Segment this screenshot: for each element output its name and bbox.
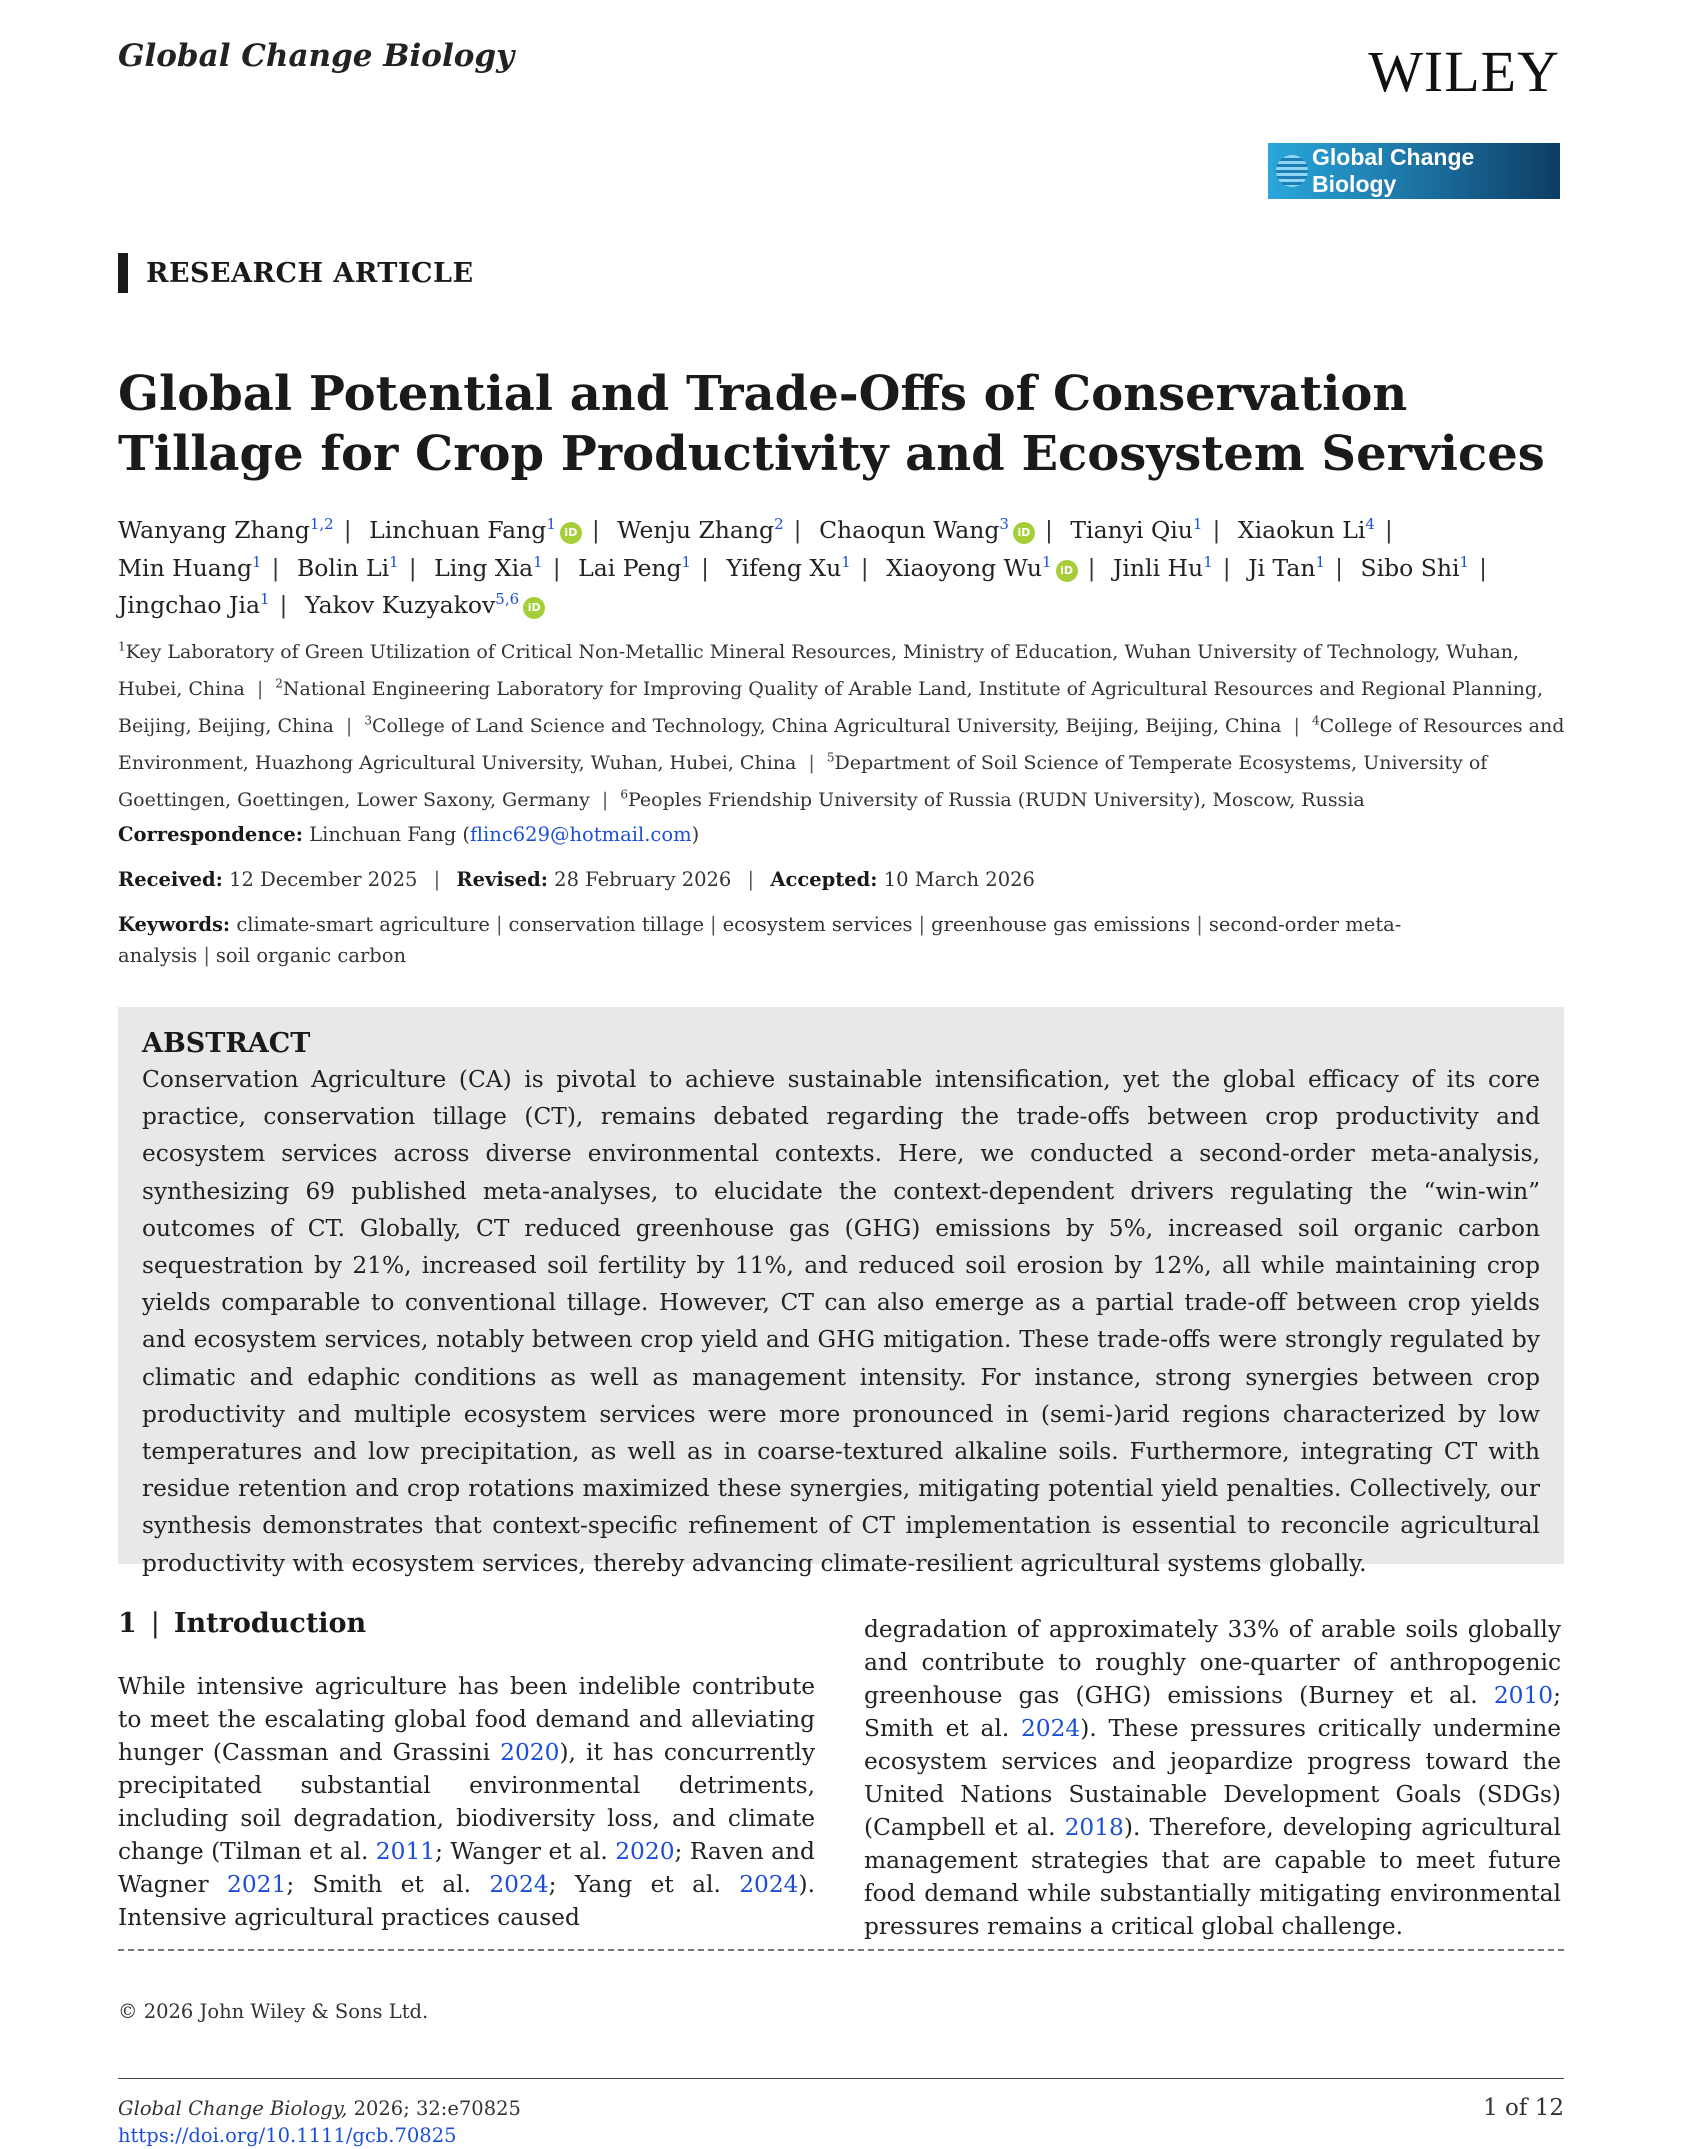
keyword-separator: | <box>1196 913 1203 936</box>
author-name[interactable]: Chaoqun Wang$^3$ iD <box>819 516 1035 544</box>
journal-badge-text: Global Change Biology <box>1312 144 1475 197</box>
intro-column-left <box>118 1606 815 1934</box>
journal-badge[interactable] <box>1268 143 1560 199</box>
orcid-icon[interactable]: iD <box>560 522 582 544</box>
author-affiliation-mark: 1 <box>546 515 556 533</box>
author-name[interactable]: Jingchao Jia$^1$ <box>118 590 270 620</box>
keywords-label: Keywords: <box>118 913 231 936</box>
affiliation-item: $^3$College of Land Science and Technology, China Agricultural University, Beijing, Beijing, China <box>364 713 1282 737</box>
affiliation-separator: | <box>802 751 821 774</box>
article-dates: Received: 12 December 2025 | Revised: 28 February 2026 | Accepted: 10 March 2026 <box>118 868 1035 891</box>
affiliation-item: $^6$Peoples Friendship University of Russia (RUDN University), Moscow, Russia <box>620 787 1365 811</box>
author-affiliation-mark: 1 <box>252 552 262 571</box>
author-affiliation-mark: 1 <box>841 552 851 571</box>
correspondence-label: Correspondence: <box>118 823 303 846</box>
keyword[interactable]: soil organic carbon <box>215 944 407 967</box>
correspondence-name: Linchuan Fang <box>309 823 457 846</box>
abstract-text: Conservation Agriculture (CA) is pivotal to achieve sustainable intensification, yet the global efficacy of its core practice, conservation tillage (CT), remains debated regarding the trade-offs between crop productivity and ecosystem services across diverse environmental contexts. Here, we conducted a second-order meta-analysis, synthesizing 69 published meta-analyses, to elucidate the context-dependent drivers regulating the “win-win” outcomes of CT. Globally, CT reduced greenhouse gas (GHG) emissions by 5%, increased soil organic carbon sequestration by 21%, increased soil fertility by 11%, and reduced soil erosion by 12%, all while maintaining crop yields comparable to conventional tillage. However, CT can also emerge as a partial trade-off between crop yields and ecosystem services, notably between crop yield and GHG mitigation. These trade-offs were strongly regulated by climatic and edaphic conditions as well as management intensity. For instance, strong synergies between crop productivity and multiple ecosystem services were more pronounced in (semi-)arid regions characterized by low temperatures and low precipitation, as well as in coarse-textured alkaline soils. Furthermore, integrating CT with residue retention and crop rotations maximized these synergies, mitigating potential yield penalties. Collectively, our synthesis demonstrates that context-specific refinement of CT implementation is essential to reconcile agricultural productivity with ecosystem services, thereby advancing climate-resilient agricultural systems globally. <box>142 1066 1540 1577</box>
footnote-divider <box>118 1949 1564 1951</box>
author-affiliation-mark: 1 <box>389 552 399 571</box>
author-name[interactable]: Tianyi Qiu$^1$ <box>1070 515 1203 544</box>
paragraph-text: ; Yang et al. <box>548 1871 740 1898</box>
orcid-icon[interactable]: iD <box>1056 560 1078 582</box>
author-name[interactable]: Wenju Zhang$^2$ <box>617 515 784 544</box>
section-number: 1 <box>118 1608 137 1639</box>
author-name[interactable]: Yifeng Xu$^1$ <box>726 552 851 582</box>
received-date: 12 December 2025 <box>229 868 418 891</box>
citation-link[interactable]: 2024 <box>739 1871 799 1898</box>
author-affiliation-mark: 1,2 <box>309 515 334 533</box>
keyword[interactable]: conservation tillage <box>508 913 705 936</box>
affiliation-number: 6 <box>620 787 628 802</box>
footer-journal: Global Change Biology, <box>118 2097 348 2120</box>
author-name[interactable]: Linchuan Fang$^1$ iD <box>369 516 582 544</box>
paragraph-text: ), it has concurrently precipitated substantial environmental detriments, including soil degradation, biodiversity loss, and climate change (Tilman et al. <box>118 1739 816 1865</box>
orcid-icon[interactable]: iD <box>1013 522 1035 544</box>
author-separator: | <box>1479 553 1487 582</box>
affiliation-separator: | <box>250 678 270 701</box>
affiliation-item: $^4$College of Resources and Environment, Huazhong Agricultural University, Wuhan, Hubei, China <box>118 713 1565 774</box>
citation-link[interactable]: 2010 <box>1493 1682 1554 1709</box>
author-separator: | <box>1044 515 1053 544</box>
author-separator: | <box>1335 553 1344 582</box>
keyword-separator: | <box>710 913 717 936</box>
author-name[interactable]: Lai Peng$^1$ <box>578 552 692 582</box>
section-heading-introduction: 1 | Introduction <box>118 1608 367 1639</box>
paragraph-text: ; Raven and Wagner <box>118 1838 815 1898</box>
author-separator: | <box>408 553 417 582</box>
doi-link[interactable]: https://doi.org/10.1111/gcb.70825 <box>118 2124 457 2147</box>
paragraph-text: ). Therefore, developing agricultural management strategies that are capable to meet future food demand while substantially mitigating environmental pressures remains a critical global challenge. <box>864 1814 1561 1940</box>
orcid-icon[interactable]: iD <box>523 597 545 619</box>
journal-globe-icon <box>1276 155 1308 187</box>
affiliation-number: 3 <box>364 713 372 728</box>
correspondence-email-link[interactable]: flinc629@hotmail.com <box>470 823 692 846</box>
affiliation-separator: | <box>339 714 359 737</box>
author-separator: | <box>552 553 561 582</box>
author-separator: | <box>279 591 288 620</box>
author-separator: | <box>271 553 280 582</box>
author-separator: | <box>591 515 600 544</box>
author-affiliation-mark: 3 <box>999 515 1009 533</box>
author-name[interactable]: Min Huang$^1$ <box>118 552 262 582</box>
section-title: Introduction <box>173 1608 367 1639</box>
paragraph-text: ; Wanger et al. <box>435 1838 616 1865</box>
author-affiliation-mark: 2 <box>774 515 784 533</box>
author-separator: | <box>860 553 869 582</box>
author-separator: | <box>1384 515 1393 544</box>
author-separator: | <box>1222 553 1231 582</box>
citation-link[interactable]: 2020 <box>500 1739 560 1766</box>
author-affiliation-mark: 5,6 <box>495 590 520 609</box>
author-affiliation-mark: 1 <box>681 552 692 571</box>
author-affiliation-mark: 1 <box>1459 552 1470 571</box>
affiliation-separator: | <box>1287 714 1306 737</box>
keyword-separator: | <box>495 913 503 936</box>
intro-column-right <box>864 1613 1561 1943</box>
author-separator: | <box>343 515 352 544</box>
author-name[interactable]: Ji Tan$^1$ <box>1248 552 1326 582</box>
author-name[interactable]: Bolin Li$^1$ <box>296 552 399 582</box>
affiliation-number: 1 <box>118 640 126 654</box>
author-name[interactable]: Jinli Hu$^1$ <box>1112 552 1213 582</box>
author-affiliation-mark: 1 <box>533 552 543 571</box>
keyword-separator: | <box>203 944 210 967</box>
author-name[interactable]: Xiaokun Li$^4$ <box>1237 515 1375 544</box>
author-affiliation-mark: 1 <box>1203 552 1213 571</box>
author-name[interactable]: Xiaoyong Wu$^1$ iD <box>886 554 1077 582</box>
citation-link[interactable]: 2021 <box>227 1871 287 1898</box>
affiliation-number: 2 <box>275 676 283 691</box>
keyword[interactable]: climate-smart agriculture <box>236 913 490 936</box>
citation-link[interactable]: 2011 <box>375 1838 436 1865</box>
copyright: © 2026 John Wiley & Sons Ltd. <box>118 2000 429 2023</box>
footer-citation <box>118 2095 521 2149</box>
author-affiliation-mark: 1 <box>1042 552 1052 571</box>
correspondence: Correspondence: Linchuan Fang (flinc629@hotmail.com) <box>118 823 700 846</box>
author-separator: | <box>1087 553 1096 582</box>
citation-link[interactable]: 2018 <box>1064 1814 1124 1841</box>
author-affiliation-mark: 4 <box>1365 515 1375 533</box>
author-affiliation-mark: 1 <box>1192 515 1203 533</box>
affiliation-separator: | <box>595 788 615 811</box>
publisher-logo: WILEY <box>1368 39 1560 104</box>
keyword[interactable]: greenhouse gas emissions <box>931 913 1191 936</box>
affiliation-number: 4 <box>1311 713 1320 728</box>
keyword[interactable]: second-order meta-analysis <box>118 913 1402 967</box>
article-title: Global Potential and Trade-Offs of Conservation Tillage for Crop Productivity and Ecosystem Services <box>118 366 1545 482</box>
affiliation-item: $^1$Key Laboratory of Green Utilization of Critical Non-Metallic Mineral Resources, Ministry of Education, Wuhan University of Technology, Wuhan, Hubei, China <box>118 640 1520 701</box>
author-affiliation-mark: 1 <box>260 590 270 609</box>
paragraph-text: ; Smith et al. <box>864 1682 1561 1742</box>
author-name[interactable]: Wanyang Zhang$^{1,2}$ <box>118 515 334 544</box>
page-number: 1 of 12 <box>1483 2095 1564 2121</box>
intro-paragraph-right <box>864 1613 1561 1943</box>
citation-link[interactable]: 2020 <box>615 1838 675 1865</box>
affiliation-item: $^2$National Engineering Laboratory for Improving Quality of Arable Land, Institute of Agricultural Resources and Regional Planning, Beijing, Beijing, China <box>118 676 1544 737</box>
author-name[interactable]: Yakov Kuzyakov$^{5,6}$ iD <box>305 591 545 619</box>
author-separator: | <box>1212 515 1221 544</box>
affiliations <box>118 632 1568 816</box>
paragraph-text: degradation of approximately 33% of arable soils globally and contribute to roughly one-quarter of anthropogenic greenhouse gas (GHG) emissions (Burney et al. <box>864 1616 1561 1709</box>
footer-divider <box>118 2078 1564 2079</box>
accepted-date: 10 March 2026 <box>883 868 1035 891</box>
paragraph-text: While intensive agriculture has been indelible contribute to meet the escalating global food demand and alleviating hunger (Cassman and Grassini <box>118 1673 815 1766</box>
citation-link[interactable]: 2024 <box>489 1871 549 1898</box>
author-affiliation-mark: 1 <box>1315 552 1326 571</box>
footer-volume: 2026; 32:e70825 <box>347 2097 521 2120</box>
accepted-label: Accepted: <box>770 868 878 891</box>
keywords <box>118 909 1408 971</box>
author-list <box>118 508 1568 621</box>
abstract-heading: ABSTRACT <box>142 1028 311 1059</box>
received-label: Received: <box>118 868 223 891</box>
revised-date: 28 February 2026 <box>554 868 732 891</box>
author-separator: | <box>701 553 710 582</box>
keyword[interactable]: ecosystem services <box>722 913 913 936</box>
paragraph-text: ; Smith et al. <box>286 1871 490 1898</box>
keyword-separator: | <box>918 913 926 936</box>
affiliation-number: 5 <box>826 750 835 765</box>
affiliation-item: $^5$Department of Soil Science of Temperate Ecosystems, University of Goettingen, Goettingen, Lower Saxony, Germany <box>118 750 1488 811</box>
paragraph-text: ). These pressures critically undermine ecosystem services and jeopardize progress toward the United Nations Sustainable Development Goals (SDGs) (Campbell et al. <box>864 1715 1561 1841</box>
journal-name: Global Change Biology <box>118 38 515 74</box>
revised-label: Revised: <box>456 868 548 891</box>
author-name[interactable]: Sibo Shi$^1$ <box>1360 552 1470 582</box>
author-name[interactable]: Ling Xia$^1$ <box>434 552 543 582</box>
article-type: RESEARCH ARTICLE <box>118 253 474 293</box>
citation-link[interactable]: 2024 <box>1020 1715 1081 1742</box>
intro-paragraph-left <box>118 1670 815 1934</box>
paragraph-text: ). Intensive agricultural practices caused <box>118 1871 816 1931</box>
author-separator: | <box>793 515 802 544</box>
abstract-box <box>118 1007 1564 1577</box>
